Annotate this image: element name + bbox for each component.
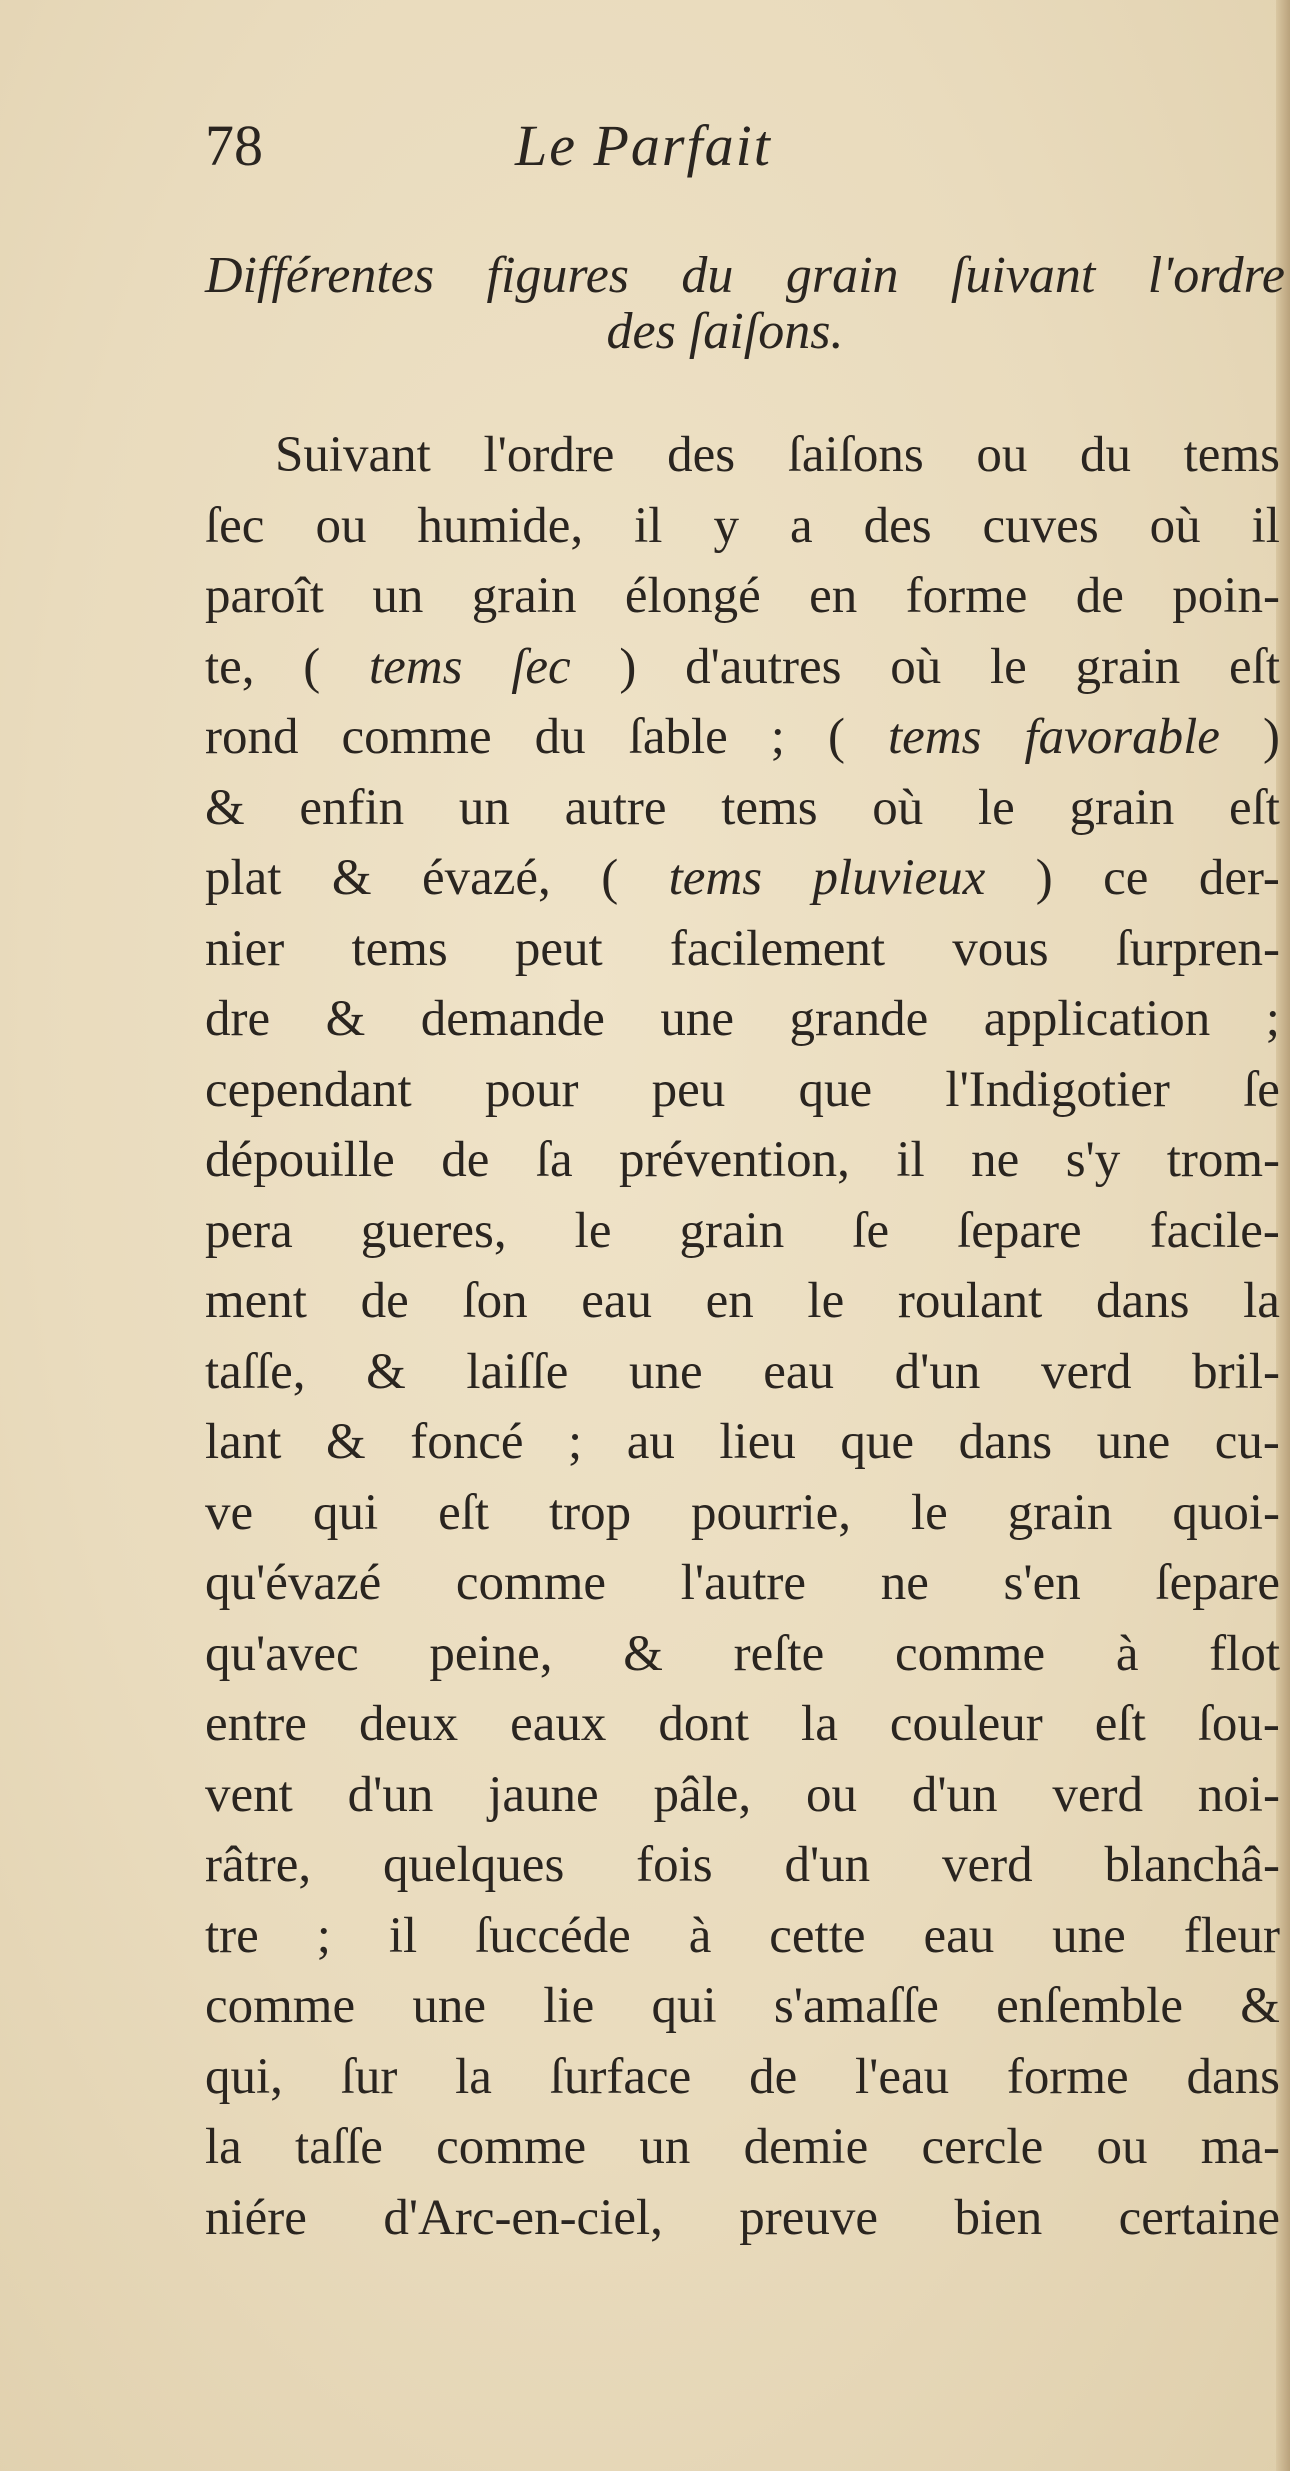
word: y [713, 497, 739, 554]
word: & [331, 850, 372, 906]
text-line [205, 1971, 1280, 2042]
word: te, [205, 638, 255, 695]
word: bril- [1192, 1343, 1280, 1400]
word: quoi- [1172, 1484, 1280, 1541]
word: bien [954, 2189, 1043, 2246]
word: la [205, 2119, 242, 2175]
word: ſe [852, 1202, 890, 1259]
word: pera [205, 1202, 293, 1259]
text-line [205, 1196, 1280, 1267]
word: ) [619, 638, 637, 695]
word: deux [358, 1696, 459, 1752]
word: ſur [340, 2048, 398, 2105]
text-line [205, 773, 1280, 844]
word: trom- [1166, 1132, 1280, 1188]
word: de [1075, 568, 1124, 624]
word: eaux [510, 1696, 607, 1752]
word: ſec [205, 497, 265, 554]
word: & [623, 1625, 663, 1682]
text-line [205, 843, 1280, 914]
text-line [205, 702, 1280, 773]
text-line [205, 420, 1280, 491]
word: de [749, 2048, 798, 2105]
word: jaune [488, 1766, 599, 1823]
word: au [626, 1414, 675, 1470]
word: que [840, 1414, 915, 1470]
word: reſte [733, 1625, 825, 1682]
word: eſt [1228, 779, 1280, 836]
section-title-line-1: Différentes figures du grain ſuivant l'ordre [205, 247, 1285, 304]
word: une [412, 1978, 487, 2034]
word: il [1251, 497, 1280, 554]
word: l'eau [854, 2048, 950, 2105]
word: ſable [628, 709, 728, 765]
word: foncé [410, 1414, 524, 1470]
word: demande [420, 991, 605, 1047]
word: facile- [1149, 1202, 1280, 1259]
word: ; [568, 1414, 583, 1470]
word: ne [971, 1132, 1020, 1188]
word: ; [316, 1907, 331, 1964]
word: ou [805, 1766, 857, 1823]
word: pour [484, 1061, 579, 1118]
word: humide, [417, 497, 584, 554]
text-line [205, 2112, 1280, 2183]
page-number: 78 [205, 113, 263, 178]
word: & [325, 991, 366, 1047]
word: roulant [897, 1273, 1043, 1329]
word: il [634, 497, 663, 554]
word: enfin [299, 779, 405, 836]
word: d'un [894, 1343, 981, 1400]
italic-word: tems [668, 850, 763, 906]
word: d'un [784, 1837, 871, 1893]
word: comme [894, 1625, 1046, 1682]
word: ſepare [1155, 1555, 1280, 1611]
word: application [983, 991, 1211, 1047]
word: nier [205, 920, 285, 977]
word: ve [205, 1484, 254, 1541]
word: & [326, 1414, 366, 1470]
word: du [534, 709, 586, 765]
word: la [455, 2048, 492, 2105]
word: une [628, 1343, 703, 1400]
word: comme [455, 1555, 607, 1611]
word: eſt [1229, 638, 1280, 695]
word: & [205, 779, 245, 836]
running-head: Le Parfait [515, 113, 772, 178]
word: & [366, 1343, 406, 1400]
word: quelques [383, 1837, 565, 1893]
word: forme [1006, 2048, 1129, 2105]
word: tems [721, 779, 818, 836]
word: blanchâ- [1104, 1837, 1280, 1893]
word: dans [1095, 1273, 1190, 1329]
word: grain [679, 1202, 785, 1259]
word: l'ordre [483, 427, 615, 483]
word: la [1243, 1273, 1280, 1329]
word: d'Arc-en-ciel, [383, 2189, 663, 2246]
word: entre [205, 1696, 307, 1752]
word: autre [564, 779, 667, 836]
word: ſurpren- [1115, 920, 1280, 977]
word: taſſe, [205, 1343, 306, 1400]
word: grande [789, 991, 929, 1047]
word: pourrie, [691, 1484, 852, 1541]
word: ſon [462, 1273, 528, 1329]
word: où [872, 779, 924, 836]
word: à [688, 1907, 712, 1964]
word: ; [1265, 991, 1280, 1047]
word: laiſſe [466, 1343, 569, 1400]
word: ce [1103, 850, 1149, 906]
word: comme [436, 2119, 587, 2175]
word: une [1096, 1414, 1171, 1470]
word: grain [471, 568, 577, 624]
text-line [205, 1548, 1280, 1619]
word: ou [1096, 2119, 1148, 2175]
page-header [205, 112, 1105, 182]
word: le [910, 1484, 948, 1541]
word: certaine [1118, 2189, 1280, 2246]
word: peu [651, 1061, 726, 1118]
word: eau [581, 1273, 652, 1329]
word: tre [205, 1907, 259, 1964]
word: une [1052, 1907, 1126, 1964]
word: tems [1183, 427, 1280, 483]
word: ne [880, 1555, 929, 1611]
word: dans [958, 1414, 1053, 1470]
word: fois [636, 1837, 713, 1893]
section-title-line-2: des ſaiſons. [606, 303, 844, 360]
word: peine, [429, 1625, 553, 1682]
word: ſe [1243, 1061, 1280, 1118]
text-line [205, 984, 1280, 1055]
italic-word: tems [368, 638, 463, 695]
word: le [989, 638, 1027, 695]
text-line [205, 2042, 1280, 2113]
text-line [205, 1266, 1280, 1337]
word: ou [976, 427, 1028, 483]
word: évazé, [422, 850, 551, 906]
word: forme [905, 568, 1028, 624]
word: rond [205, 709, 299, 765]
word: dépouille [205, 1132, 395, 1188]
word: & [1240, 1978, 1280, 2034]
word: taſſe [295, 2119, 383, 2175]
italic-word: pluvieux [812, 850, 986, 906]
word: verd [941, 1837, 1033, 1893]
word: ( [827, 709, 845, 765]
word: facilement [669, 920, 886, 977]
word: prévention, [619, 1132, 850, 1188]
word: élongé [624, 568, 761, 624]
word: d'un [911, 1766, 998, 1823]
word: eau [923, 1907, 995, 1964]
word: trop [548, 1484, 632, 1541]
word: comme [205, 1978, 356, 2034]
word: ſou- [1197, 1696, 1280, 1752]
word: ; [770, 709, 785, 765]
word: niére [205, 2189, 307, 2246]
word: de [441, 1132, 490, 1188]
word: comme [341, 709, 492, 765]
section-title [205, 248, 1285, 360]
text-line [205, 1478, 1280, 1549]
word: un [372, 568, 424, 624]
word: où [1149, 497, 1201, 554]
word: plat [205, 850, 282, 906]
word: un [458, 779, 510, 836]
word: verd [1052, 1766, 1143, 1823]
word: ſurface [549, 2048, 692, 2105]
word: cuves [982, 497, 1099, 554]
word: cette [769, 1907, 866, 1964]
word: dans [1186, 2048, 1280, 2105]
text-line [205, 1055, 1280, 1126]
word: qu'évazé [205, 1555, 382, 1611]
word: enſemble [996, 1978, 1184, 2034]
word: que [798, 1061, 873, 1118]
word: dont [658, 1696, 750, 1752]
italic-word: tems [887, 709, 982, 765]
text-line [205, 1901, 1280, 1972]
word: a [789, 497, 813, 554]
word: eſt [438, 1484, 490, 1541]
word: ſa [535, 1132, 573, 1188]
word: à [1115, 1625, 1139, 1682]
word: de [360, 1273, 409, 1329]
word: ( [601, 850, 619, 906]
word: Suivant [275, 427, 431, 483]
word: le [977, 779, 1015, 836]
word: grain [1075, 638, 1181, 695]
word: grain [1069, 779, 1175, 836]
text-line [205, 561, 1280, 632]
word: ment [205, 1273, 307, 1329]
word: en [705, 1273, 754, 1329]
word: der- [1198, 850, 1280, 906]
word: une [660, 991, 734, 1047]
word: dre [205, 991, 271, 1047]
word: cu- [1214, 1414, 1280, 1470]
word: d'un [347, 1766, 434, 1823]
word: l'Indigotier [945, 1061, 1170, 1118]
word: lant [205, 1414, 282, 1470]
word: en [809, 568, 858, 624]
word: vous [952, 920, 1049, 977]
word: ou [315, 497, 367, 554]
text-line [205, 914, 1280, 985]
body-text [205, 420, 1280, 2253]
word: eſt [1094, 1696, 1146, 1752]
text-line [205, 1125, 1280, 1196]
word: pâle, [653, 1766, 752, 1823]
word: ) [1262, 709, 1280, 765]
word: il [388, 1907, 418, 1964]
text-line [205, 1619, 1280, 1690]
word: il [896, 1132, 925, 1188]
text-line [205, 1689, 1280, 1760]
word: s'amaſſe [773, 1978, 939, 2034]
word: l'autre [680, 1555, 807, 1611]
word: verd [1040, 1343, 1132, 1400]
word: preuve [739, 2189, 879, 2246]
text-line [205, 1337, 1280, 1408]
word: paroît [205, 568, 324, 624]
word: vent [205, 1766, 293, 1823]
word: s'y [1065, 1132, 1121, 1188]
text-line [205, 2183, 1280, 2254]
word: demie [743, 2119, 869, 2175]
word: ) [1035, 850, 1053, 906]
word: poin- [1172, 568, 1280, 624]
text-line [205, 1760, 1280, 1831]
word: fleur [1183, 1907, 1280, 1964]
word: qui, [205, 2048, 283, 2105]
word: cercle [921, 2119, 1044, 2175]
word: d'autres [685, 638, 842, 695]
word: lie [543, 1978, 595, 2034]
italic-word: favorable [1024, 709, 1220, 765]
word: ma- [1200, 2119, 1280, 2175]
word: le [574, 1202, 612, 1259]
word: peut [514, 920, 603, 977]
word: cependant [205, 1061, 412, 1118]
italic-word: ſec [511, 638, 571, 695]
word: grain [1007, 1484, 1113, 1541]
word: qu'avec [205, 1625, 359, 1682]
word: s'en [1003, 1555, 1081, 1611]
word: où [890, 638, 942, 695]
text-line [205, 1407, 1280, 1478]
word: noi- [1197, 1766, 1280, 1823]
word: gueres, [360, 1202, 507, 1259]
word: du [1080, 427, 1131, 483]
word: un [639, 2119, 691, 2175]
word: ( [303, 638, 321, 695]
text-line [205, 491, 1280, 562]
word: lieu [719, 1414, 796, 1470]
word: ſuccéde [475, 1907, 631, 1964]
word: tems [351, 920, 448, 977]
word: des [863, 497, 932, 554]
word: la [801, 1696, 838, 1752]
word: flot [1209, 1625, 1280, 1682]
word: qui [313, 1484, 379, 1541]
text-line [205, 632, 1280, 703]
word: le [807, 1273, 845, 1329]
word: couleur [889, 1696, 1043, 1752]
word: ſepare [957, 1202, 1082, 1259]
text-line [205, 1830, 1280, 1901]
word: qui [651, 1978, 717, 2034]
word: des [667, 427, 736, 483]
word: râtre, [205, 1837, 312, 1893]
word: ſaiſons [787, 427, 924, 483]
word: eau [763, 1343, 835, 1400]
